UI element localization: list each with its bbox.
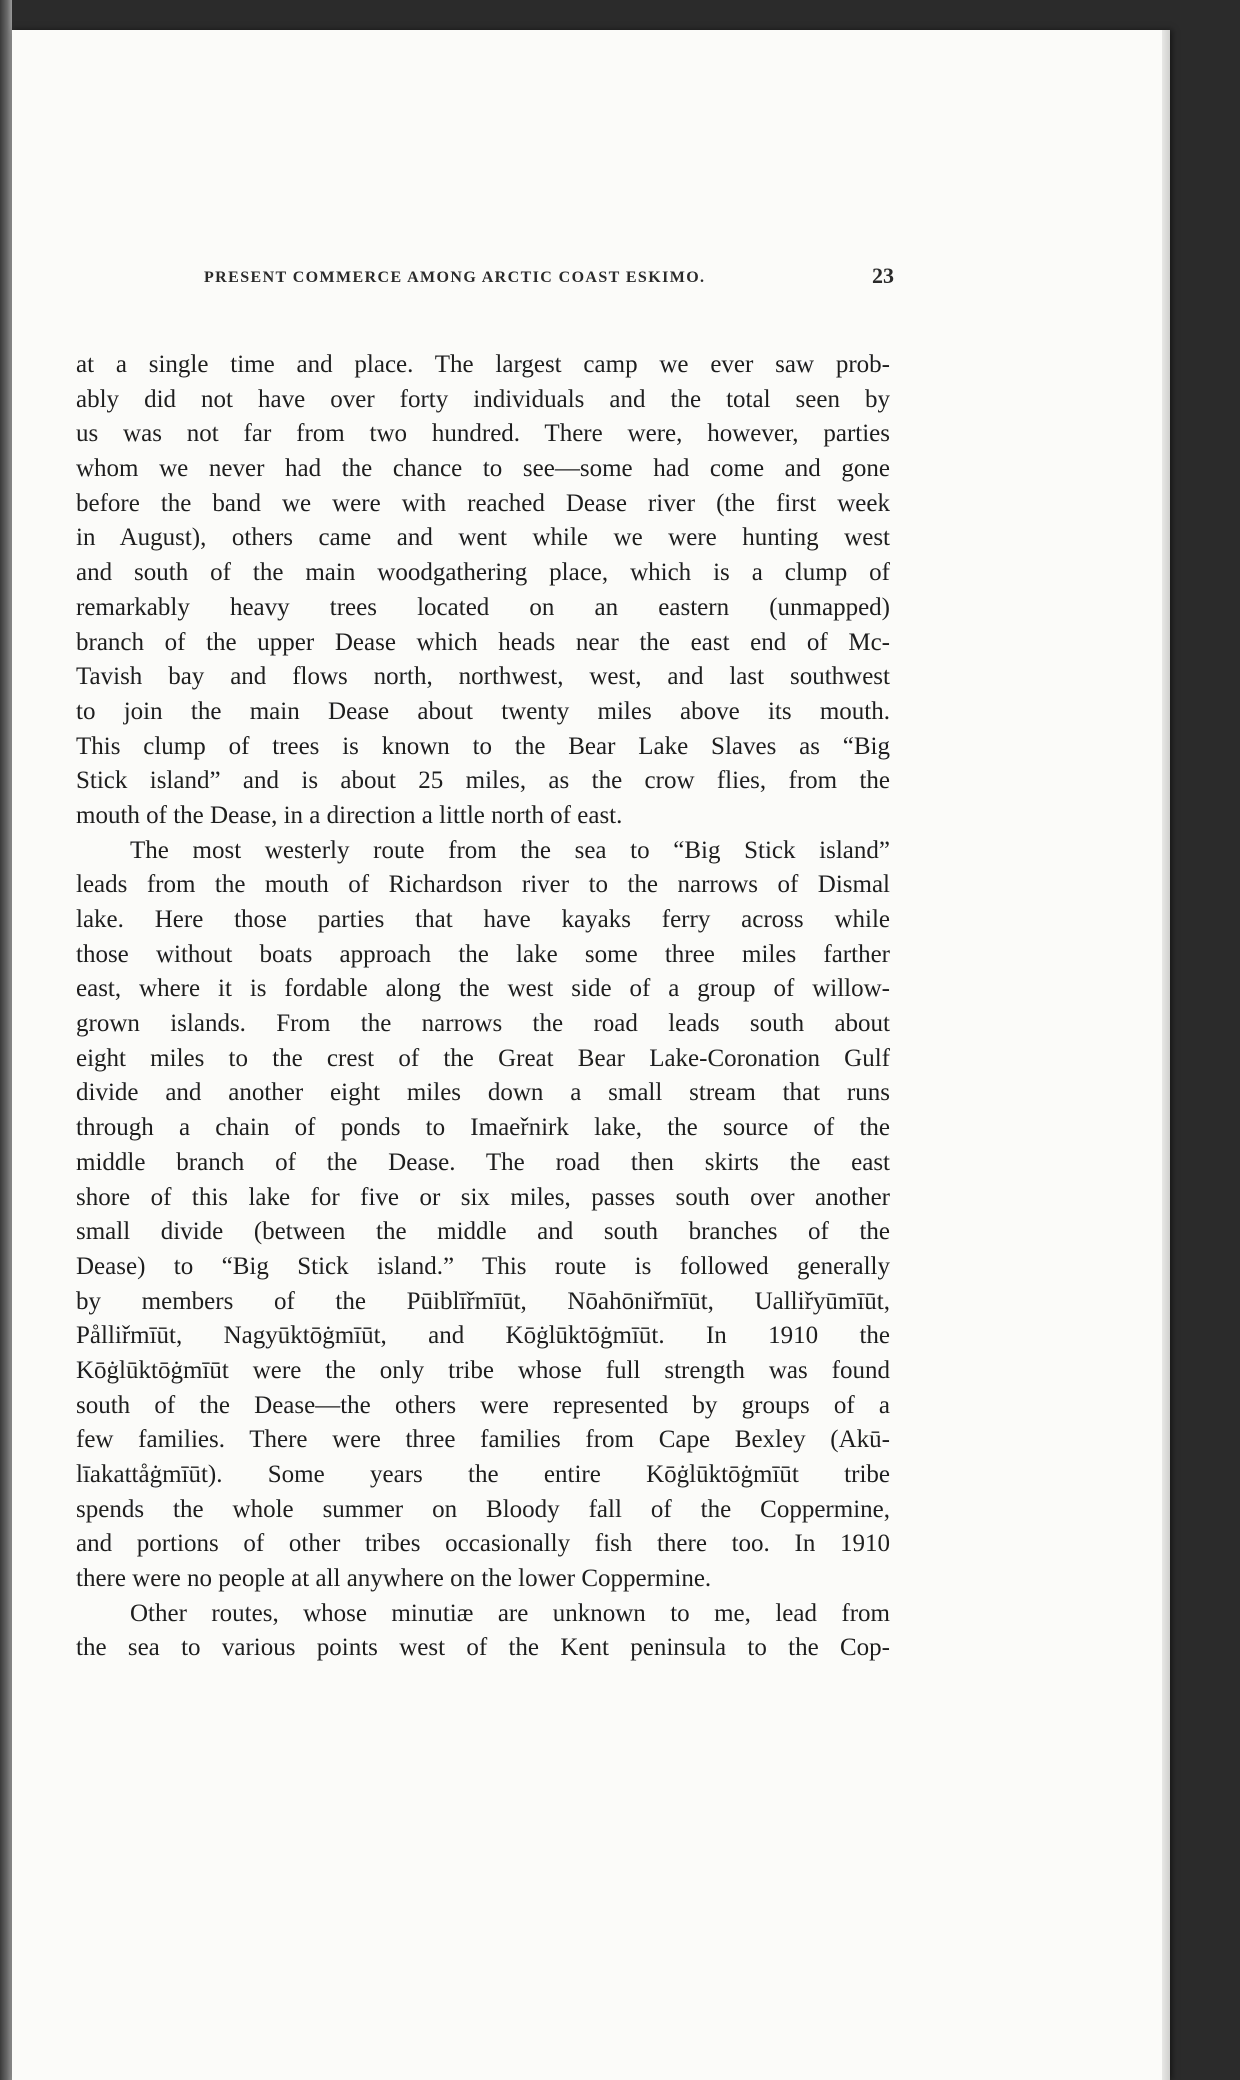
paragraph (76, 1597, 890, 1666)
text-line: to join the main Dease about twenty miles above its mouth. (76, 697, 890, 725)
body-text (76, 348, 890, 1666)
text-line: and portions of other tribes occasionally fish there too. In 1910 (76, 1530, 890, 1558)
text-line: small divide (between the middle and south branches of the (76, 1218, 890, 1246)
text-line: east, where it is fordable along the west side of a group of willow- (76, 975, 890, 1003)
text-line: Pålliřmīūt, Nagyūktōġmīūt, and Kōġlūktōġmīūt. In 1910 the (76, 1322, 890, 1350)
text-line: the sea to various points west of the Kent peninsula to the Cop- (76, 1634, 890, 1662)
text-line: Dease) to “Big Stick island.” This route is followed generally (76, 1252, 890, 1280)
text-line: eight miles to the crest of the Great Bear Lake-Coronation Gulf (76, 1044, 890, 1072)
paragraph (76, 348, 890, 834)
text-line: through a chain of ponds to Imaeřnirk lake, the source of the (76, 1114, 890, 1142)
text-line: divide and another eight miles down a small stream that runs (76, 1079, 890, 1107)
text-line: at a single time and place. The largest camp we ever saw prob- (76, 351, 890, 378)
text-line: and south of the main woodgathering place, which is a clump of (76, 559, 890, 587)
text-line: Tavish bay and flows north, northwest, west, and last southwest (76, 663, 890, 691)
text-line: remarkably heavy trees located on an eastern (unmapped) (76, 593, 890, 621)
text-line: those without boats approach the lake some three miles farther (76, 940, 890, 968)
text-line: līakattåġmīūt). Some years the entire Kōġlūktōġmīūt tribe (76, 1461, 890, 1488)
text-line: lake. Here those parties that have kayaks ferry across while (76, 906, 890, 933)
page-right-edge (1162, 30, 1170, 2080)
text-line: Stick island” and is about 25 miles, as the crow flies, from the (76, 767, 890, 795)
text-line: shore of this lake for five or six miles, passes south over another (76, 1183, 890, 1211)
text-line: ably did not have over forty individuals and the total seen by (76, 385, 890, 413)
text-line: south of the Dease—the others were represented by groups of a (76, 1391, 890, 1419)
text-line: leads from the mouth of Richardson river to the narrows of Dismal (76, 871, 890, 899)
page-number: 23 (872, 263, 894, 288)
text-line: there were no people at all anywhere on the lower Coppermine. (76, 1565, 712, 1593)
text-line: mouth of the Dease, in a direction a little north of east. (76, 801, 623, 829)
text-line: grown islands. From the narrows the road leads south about (76, 1010, 890, 1038)
text-line: Kōġlūktōġmīūt were the only tribe whose full strength was found (76, 1356, 890, 1384)
text-line: spends the whole summer on Bloody fall of the Coppermine, (76, 1495, 890, 1523)
text-line: before the band we were with reached Dease river (the first week (76, 489, 890, 517)
text-line: by members of the Pūiblīřmīūt, Nōahōniřmīūt, Ualliřyūmīūt, (76, 1287, 890, 1315)
text-line: This clump of trees is known to the Bear Lake Slaves as “Big (76, 732, 890, 760)
scan-left-edge (0, 0, 12, 2080)
text-line: us was not far from two hundred. There were, however, parties (76, 420, 890, 448)
text-line: in August), others came and went while we were hunting west (76, 524, 890, 552)
text-line: few families. There were three families from Cape Bexley (Akū- (76, 1426, 890, 1454)
text-line: middle branch of the Dease. The road then skirts the east (76, 1148, 890, 1176)
text-line: The most westerly route from the sea to “Big Stick island” (130, 836, 890, 864)
text-line: branch of the upper Dease which heads near the east end of Mc- (76, 628, 890, 656)
paragraph (76, 834, 890, 1597)
text-line: Other routes, whose minutiæ are unknown to me, lead from (130, 1599, 890, 1627)
text-line: whom we never had the chance to see—some had come and gone (76, 455, 890, 483)
running-head: PRESENT COMMERCE AMONG ARCTIC COAST ESKIMO. (204, 269, 706, 286)
book-page (12, 30, 1170, 2080)
